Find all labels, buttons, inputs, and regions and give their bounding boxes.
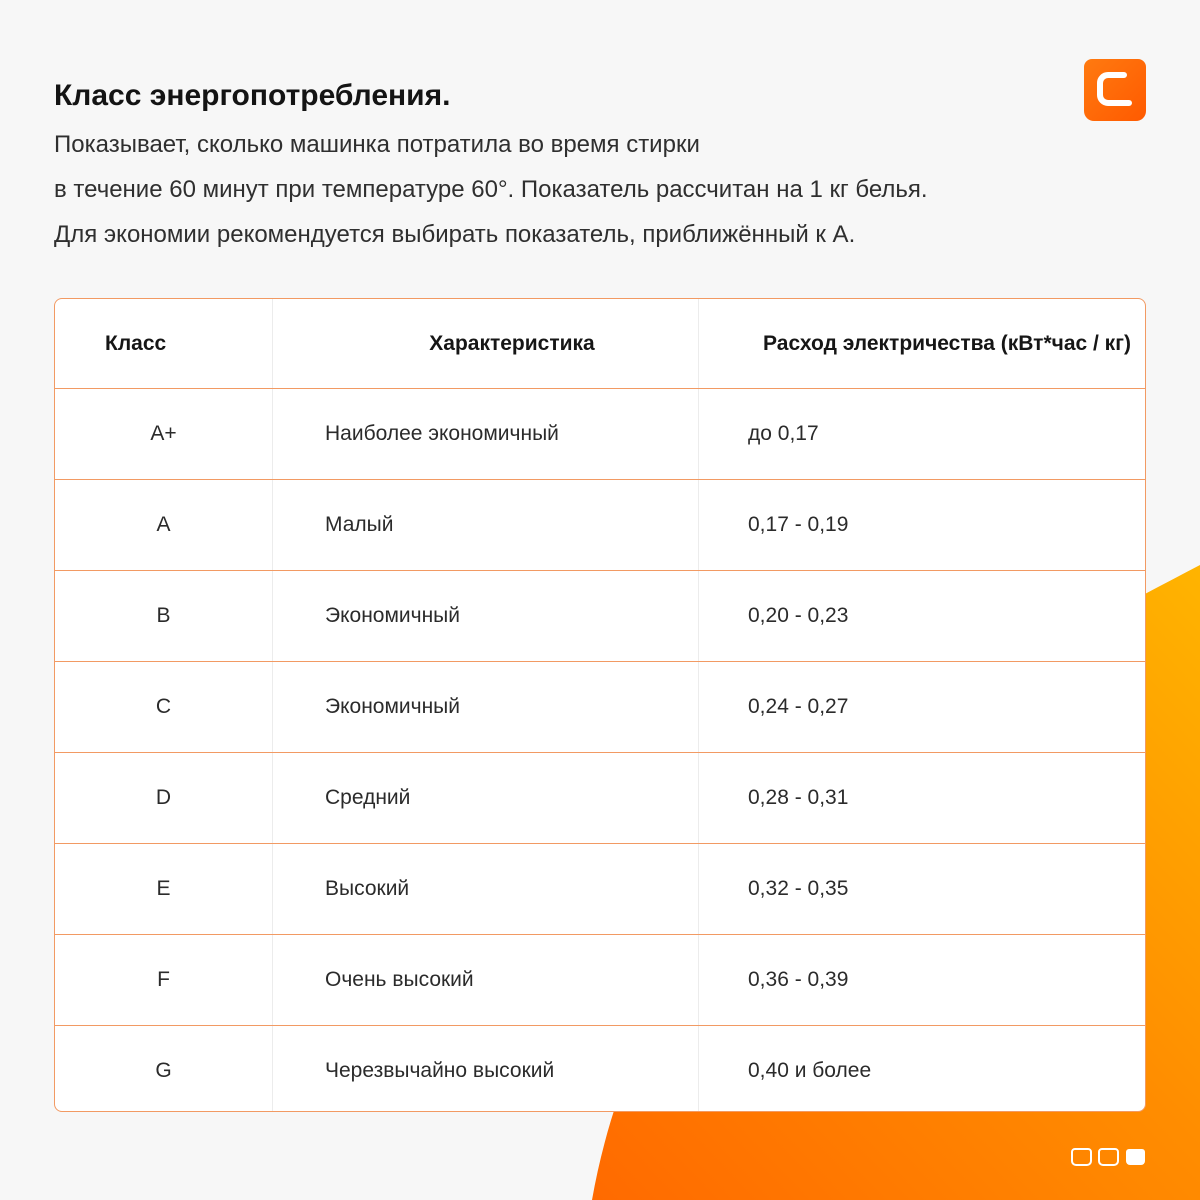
class-cell: D [55,753,273,844]
characteristic-cell: Средний [273,753,699,844]
brand-logo-icon [1084,57,1146,121]
table-row [55,571,1145,662]
table-row [55,389,1145,480]
class-cell: A+ [55,389,273,480]
consumption-cell: 0,32 - 0,35 [699,844,1146,935]
page-description [54,122,1084,257]
table-row [55,753,1145,844]
table-row [55,662,1145,753]
consumption-cell: 0,36 - 0,39 [699,935,1146,1026]
consumption-cell: 0,28 - 0,31 [699,753,1146,844]
table-row [55,480,1145,571]
table-row [55,935,1145,1026]
consumption-cell: до 0,17 [699,389,1146,480]
energy-class-table-card [54,298,1146,1112]
characteristic-cell: Черезвычайно высокий [273,1026,699,1113]
characteristic-cell: Малый [273,480,699,571]
table-row [55,1026,1145,1113]
column-header-consumption: Расход электричества (кВт*час / кг) [699,299,1146,389]
description-line-3: Для экономии рекомендуется выбирать показатель, приближённый к А. [54,221,856,248]
table-header-row [55,299,1145,389]
consumption-cell: 0,20 - 0,23 [699,571,1146,662]
class-cell: F [55,935,273,1026]
energy-class-table [55,299,1145,1112]
class-cell: E [55,844,273,935]
characteristic-cell: Наиболее экономичный [273,389,699,480]
consumption-cell: 0,40 и более [748,1059,872,1082]
consumption-cell: 0,17 - 0,19 [699,480,1146,571]
class-cell: C [55,662,273,753]
column-header-characteristic: Характеристика [273,299,699,389]
column-header-class: Класс [55,299,273,389]
pagination-icon [1070,1146,1148,1168]
consumption-cell: 0,24 - 0,27 [699,662,1146,753]
class-cell: G [55,1026,273,1113]
characteristic-cell: Высокий [273,844,699,935]
description-line-1: Показывает, сколько машинка потратила во время стирки [54,131,700,158]
table-row [55,844,1145,935]
characteristic-cell: Экономичный [273,571,699,662]
page-title: Класс энергопотребления. [54,79,451,112]
description-line-2: в течение 60 минут при температуре 60°. Показатель рассчитан на 1 кг белья. [54,176,928,203]
characteristic-cell: Очень высокий [273,935,699,1026]
class-cell: A [55,480,273,571]
characteristic-cell: Экономичный [273,662,699,753]
class-cell: B [55,571,273,662]
